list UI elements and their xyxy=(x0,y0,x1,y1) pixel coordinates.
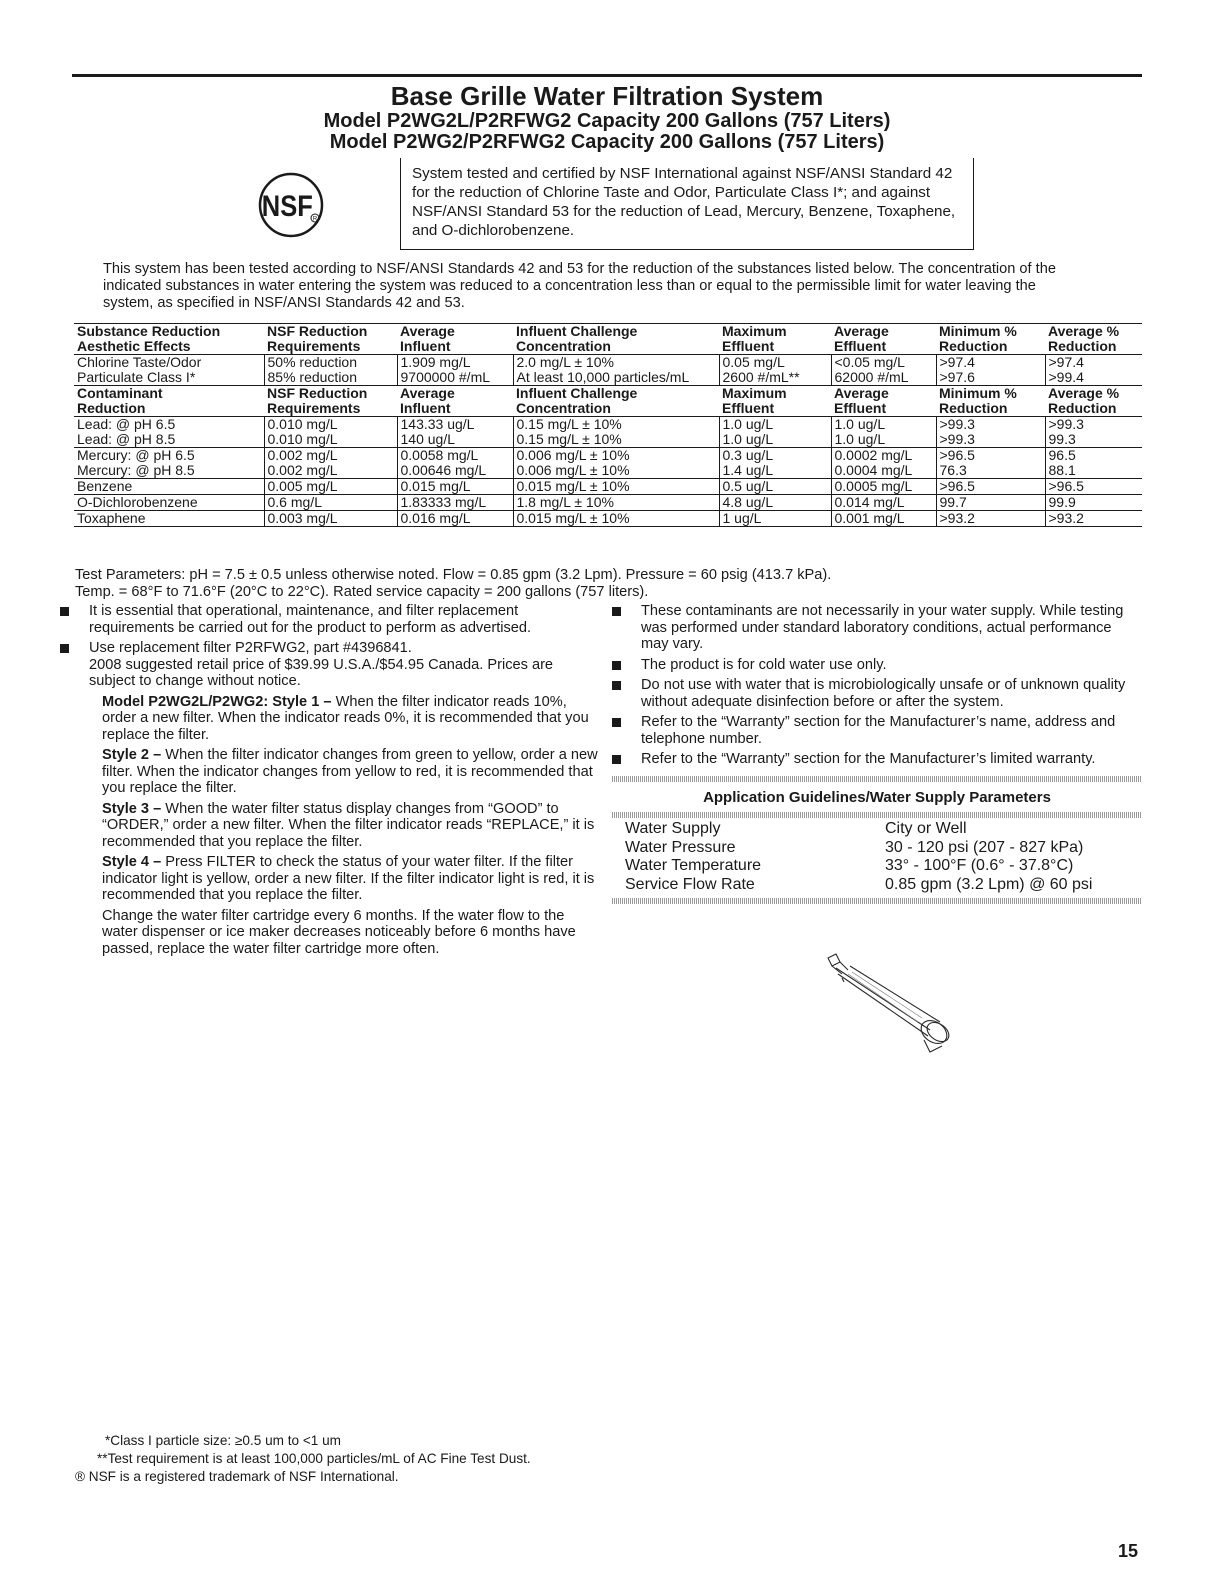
application-guidelines-title: Application Guidelines/Water Supply Parameters xyxy=(703,788,1051,806)
table-cell: Average Influent xyxy=(400,385,455,416)
table-cell: 0.003 mg/L xyxy=(264,511,397,527)
model-subtitle-1: Model P2WG2L/P2RFWG2 Capacity 200 Gallons (757 Liters) xyxy=(323,110,891,132)
right-column xyxy=(612,603,1142,904)
style-2-note: Style 2 – When the filter indicator changes from green to yellow, order a new filter. When the indicator changes from yellow to red, it is recommended that you replace the filter. xyxy=(102,747,598,796)
table-cell: <0.05 mg/L 62000 #/mL xyxy=(831,355,936,386)
table-cell: Influent Challenge Concentration xyxy=(516,385,638,416)
table-cell: 1.0 ug/L 1.0 ug/L xyxy=(719,417,831,448)
guideline-value: 0.85 gpm (3.2 Lpm) @ 60 psi xyxy=(885,875,1093,893)
bullet-square-icon xyxy=(60,644,69,653)
table-cell: 0.002 mg/L 0.002 mg/L xyxy=(264,448,397,479)
table-cell: Chlorine Taste/Odor Particulate Class I* xyxy=(77,354,202,385)
guideline-row xyxy=(612,839,1142,858)
bullet-item: Do not use with water that is microbiologically unsafe or of unknown quality without adequate disinfection before or after the system. xyxy=(612,677,1142,710)
table-row xyxy=(74,511,1142,527)
table-cell: O-Dichlorobenzene xyxy=(77,494,198,510)
style-3-note: Style 3 – When the water filter status display changes from “GOOD” to “ORDER,” order a new filter. When the filter indicator reads “REPLACE,” it is recommended that you replace the filter. xyxy=(102,800,595,850)
guideline-label: Water Supply xyxy=(625,820,721,837)
style-4-note: Style 4 – Press FILTER to check the status of your water filter. If the filter indicator light is yellow, order a new filter. If the filter indicator light is red, it is recommended that you replace the filter. xyxy=(102,854,595,903)
certification-text: System tested and certified by NSF International against NSF/ANSI Standard 42 for the reduction of Chlorine Taste and Odor, Particulate Class I*; and against NSF/ANSI Standard 53 for the reduction of Lead, Mercury, Benzene, Toxaphene, and O-dichlorobenzene. xyxy=(412,165,956,239)
footnote-trademark: ® NSF is a registered trademark of NSF International. xyxy=(75,1469,399,1484)
table-row xyxy=(74,417,1142,448)
footnote-test-requirement: **Test requirement is at least 100,000 particles/mL of AC Fine Test Dust. xyxy=(97,1451,531,1466)
table-cell: 96.5 88.1 xyxy=(1045,448,1142,479)
footnote-class-i: *Class I particle size: ≥0.5 um to <1 um xyxy=(105,1433,342,1448)
bullet-item: Refer to the “Warranty” section for the Manufacturer’s name, address and telephone number. xyxy=(612,714,1142,747)
filter-cartridge-illustration xyxy=(818,952,953,1057)
nsf-logo-text: NSF xyxy=(261,189,313,223)
top-rule xyxy=(72,74,1142,77)
section-divider xyxy=(612,776,1142,782)
table-cell: 0.006 mg/L ± 10% 0.006 mg/L ± 10% xyxy=(513,448,719,479)
bullet-square-icon xyxy=(60,607,69,616)
table-cell: Average % Reduction xyxy=(1048,323,1120,354)
guideline-row xyxy=(612,820,1142,839)
price-text: 2008 suggested retail price of $39.99 U.S.A./$54.95 Canada. Prices are subject to change without notice. xyxy=(89,656,554,689)
table-cell: 0.6 mg/L xyxy=(264,495,397,511)
bullet-square-icon xyxy=(612,718,621,727)
page-number: 15 xyxy=(1118,1541,1139,1561)
table-header-contaminant xyxy=(74,386,1142,417)
change-cartridge-note: Change the water filter cartridge every 6 months. If the water flow to the water dispenser or ice maker decreases noticeably before 6 months have passed, replace the water filter cartridge more often. xyxy=(102,907,576,957)
guideline-value: 33° - 100°F (0.6° - 37.8°C) xyxy=(885,857,1074,874)
certification-box xyxy=(400,158,974,250)
test-parameters xyxy=(75,567,1075,601)
model-subtitle-2: Model P2WG2/P2RFWG2 Capacity 200 Gallons (757 Liters) xyxy=(329,131,885,153)
table-header-aesthetic xyxy=(74,324,1142,355)
bullet-square-icon xyxy=(612,607,621,616)
nsf-logo xyxy=(255,170,343,240)
style-1-note: Model P2WG2L/P2WG2: Style 1 – When the filter indicator reads 10%, order a new filter. When the indicator reads 0%, it is recommended that you replace the filter. xyxy=(102,693,589,743)
intro-paragraph: This system has been tested according to NSF/ANSI Standards 42 and 53 for the reduction of the substances listed below. The concentration of the indicated substances in water entering the system was reduced to a concentration less than or equal to the permissible limit for water leaving the system, as specified in NSF/ANSI Standards 42 and 53. xyxy=(103,261,1056,311)
table-cell: >97.4 >97.6 xyxy=(936,355,1045,386)
table-cell: 0.015 mg/L ± 10% xyxy=(513,479,719,495)
test-parameters-line-2: Temp. = 68°F to 71.6°F (20°C to 22°C). Rated service capacity = 200 gallons (757 liters). xyxy=(75,584,649,600)
table-cell: 1.909 mg/L 9700000 #/mL xyxy=(397,355,513,386)
bullet-square-icon xyxy=(612,661,621,670)
table-row xyxy=(74,355,1142,386)
application-guidelines-list xyxy=(612,820,1142,894)
guideline-label: Water Temperature xyxy=(625,857,762,874)
table-cell: Average Influent xyxy=(400,323,455,354)
bullet-item: It is essential that operational, maintenance, and filter replacement requirements be carried out for the product to perform as advertised. xyxy=(60,603,600,636)
table-cell: 0.15 mg/L ± 10% 0.15 mg/L ± 10% xyxy=(513,417,719,448)
table-cell: 0.001 mg/L xyxy=(831,511,936,527)
table-cell: Contaminant Reduction xyxy=(77,385,163,416)
bullet-item: These contaminants are not necessarily in your water supply. While testing was performed under standard laboratory conditions, actual performance may vary. xyxy=(612,603,1142,653)
table-cell: Substance Reduction Aesthetic Effects xyxy=(77,323,221,354)
table-cell: Average % Reduction xyxy=(1048,385,1120,416)
table-cell: 99.7 xyxy=(936,495,1045,511)
guideline-label: Service Flow Rate xyxy=(625,875,755,893)
performance-data-table xyxy=(74,323,1142,527)
table-cell: Mercury: @ pH 6.5 Mercury: @ pH 8.5 xyxy=(77,447,195,478)
bullet-square-icon xyxy=(612,681,621,690)
table-cell: 99.9 xyxy=(1045,495,1142,511)
guideline-value: City or Well xyxy=(885,820,967,837)
table-cell: Minimum % Reduction xyxy=(939,385,1017,416)
table-cell: 0.0058 mg/L 0.00646 mg/L xyxy=(397,448,513,479)
section-divider xyxy=(612,898,1142,904)
table-cell: >96.5 xyxy=(1045,479,1142,495)
table-cell: Average Effluent xyxy=(834,323,889,354)
svg-text:R: R xyxy=(312,216,318,223)
table-cell: >96.5 76.3 xyxy=(936,448,1045,479)
table-row xyxy=(74,448,1142,479)
replacement-filter-text: Use replacement filter P2RFWG2, part #4396841. xyxy=(89,640,412,656)
table-cell: NSF Reduction Requirements xyxy=(267,323,368,354)
table-cell: Toxaphene xyxy=(77,510,146,526)
table-cell: Influent Challenge Concentration xyxy=(516,323,638,354)
table-cell: 0.010 mg/L 0.010 mg/L xyxy=(264,417,397,448)
table-cell: Maximum Effluent xyxy=(722,385,787,416)
table-cell: 0.0002 mg/L 0.0004 mg/L xyxy=(831,448,936,479)
guideline-label: Water Pressure xyxy=(625,838,736,856)
table-cell: 1 ug/L xyxy=(719,511,831,527)
table-cell: 143.33 ug/L 140 ug/L xyxy=(397,417,513,448)
table-cell: 0.005 mg/L xyxy=(264,479,397,495)
table-cell: Lead: @ pH 6.5 Lead: @ pH 8.5 xyxy=(77,416,176,447)
table-cell: 0.014 mg/L xyxy=(831,495,936,511)
table-cell: Maximum Effluent xyxy=(722,323,787,354)
guideline-row xyxy=(612,876,1142,895)
table-cell: 0.3 ug/L 1.4 ug/L xyxy=(719,448,831,479)
table-cell: >93.2 xyxy=(936,511,1045,527)
footnotes xyxy=(75,1432,531,1486)
bullet-square-icon xyxy=(612,755,621,764)
table-cell: >99.3 >99.3 xyxy=(936,417,1045,448)
table-cell: NSF Reduction Requirements xyxy=(267,385,368,416)
bullet-item: Refer to the “Warranty” section for the Manufacturer’s limited warranty. xyxy=(612,751,1142,768)
table-row xyxy=(74,495,1142,511)
table-cell: >96.5 xyxy=(936,479,1045,495)
table-cell: 1.8 mg/L ± 10% xyxy=(513,495,719,511)
table-cell: 0.0005 mg/L xyxy=(831,479,936,495)
table-cell: 0.015 mg/L ± 10% xyxy=(513,511,719,527)
table-cell: 0.016 mg/L xyxy=(397,511,513,527)
table-cell: >99.3 99.3 xyxy=(1045,417,1142,448)
table-cell: 0.5 ug/L xyxy=(719,479,831,495)
bullet-item: The product is for cold water use only. xyxy=(612,657,1142,674)
guideline-value: 30 - 120 psi (207 - 827 kPa) xyxy=(885,838,1084,856)
table-cell: 1.83333 mg/L xyxy=(397,495,513,511)
table-row xyxy=(74,479,1142,495)
table-cell: >93.2 xyxy=(1045,511,1142,527)
page-title: Base Grille Water Filtration System xyxy=(390,81,824,111)
section-divider xyxy=(612,812,1142,818)
table-cell: Benzene xyxy=(77,478,133,494)
table-cell: 50% reduction 85% reduction xyxy=(264,355,397,386)
table-cell: Minimum % Reduction xyxy=(939,323,1017,354)
left-column xyxy=(60,603,600,957)
table-cell: Average Effluent xyxy=(834,385,889,416)
table-cell: >97.4 >99.4 xyxy=(1045,355,1142,386)
table-cell: 0.015 mg/L xyxy=(397,479,513,495)
table-cell: 2.0 mg/L ± 10% At least 10,000 particles/mL xyxy=(513,355,719,386)
table-cell: 4.8 ug/L xyxy=(719,495,831,511)
guideline-row xyxy=(612,857,1142,876)
bullet-item xyxy=(60,640,600,690)
test-parameters-line-1: Test Parameters: pH = 7.5 ± 0.5 unless otherwise noted. Flow = 0.85 gpm (3.2 Lpm). Pressure = 60 psig (413.7 kPa). xyxy=(75,567,832,583)
table-cell: 1.0 ug/L 1.0 ug/L xyxy=(831,417,936,448)
table-cell: 0.05 mg/L 2600 #/mL** xyxy=(719,355,831,386)
